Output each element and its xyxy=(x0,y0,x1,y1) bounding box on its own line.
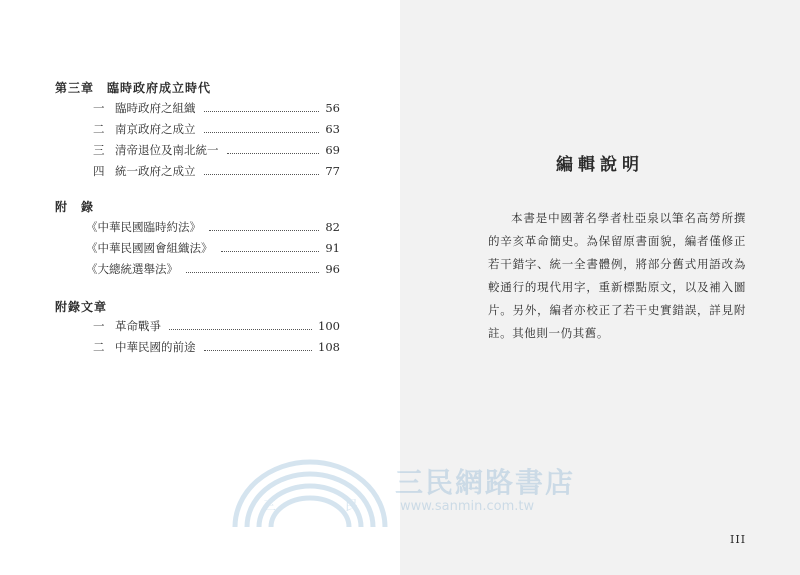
toc-entry[interactable] xyxy=(93,142,340,158)
toc-entry-label: 《大總統選舉法》 xyxy=(86,262,178,276)
toc-entry-label: 清帝退位及南北統一 xyxy=(115,143,219,157)
watermark-char: 民 xyxy=(345,499,359,514)
toc-leader-dots xyxy=(204,110,320,112)
watermark-brand: 三民網路書店 xyxy=(395,466,576,499)
toc-entry[interactable] xyxy=(93,163,340,179)
toc-entry-page: 91 xyxy=(325,241,340,255)
toc-leader-dots xyxy=(204,349,313,351)
toc-entry-number: 一 xyxy=(93,101,105,115)
toc-entry-number: 二 xyxy=(93,122,105,136)
toc-entry-label: 南京政府之成立 xyxy=(115,122,196,136)
toc-entry-label: 統一政府之成立 xyxy=(115,164,196,178)
watermark-url: www.sanmin.com.tw xyxy=(400,499,535,514)
watermark-char: 三 xyxy=(263,499,277,514)
toc-entry[interactable] xyxy=(86,261,340,277)
toc-section-heading: 附 錄 xyxy=(55,200,95,214)
toc-section-heading: 附錄文章 xyxy=(55,300,108,314)
toc-entry[interactable] xyxy=(86,240,340,256)
toc-entry-page: 56 xyxy=(325,101,340,115)
toc-section-heading: 第三章 臨時政府成立時代 xyxy=(55,81,212,95)
toc-leader-dots xyxy=(186,271,319,273)
toc-leader-dots xyxy=(227,152,320,154)
toc-entry-page: 69 xyxy=(325,143,340,157)
toc-entry-label: 《中華民國國會組織法》 xyxy=(86,241,213,255)
toc-entry[interactable] xyxy=(86,219,340,235)
toc-entry-page: 108 xyxy=(318,340,340,354)
toc-entry-page: 63 xyxy=(325,122,340,136)
toc-entry-number: 四 xyxy=(93,164,105,178)
toc-entry[interactable] xyxy=(93,318,340,334)
toc-entry-label: 中華民國的前途 xyxy=(115,340,196,354)
arc-logo-icon xyxy=(225,455,395,530)
page-number: III xyxy=(730,533,747,546)
toc-entry[interactable] xyxy=(93,100,340,116)
toc-entry[interactable] xyxy=(93,339,340,355)
toc-entry-page: 96 xyxy=(325,262,340,276)
toc-entry-number: 一 xyxy=(93,319,105,333)
editorial-note-title: 編輯說明 xyxy=(556,155,644,175)
toc-leader-dots xyxy=(169,328,312,330)
toc-entry-label: 革命戰爭 xyxy=(115,319,161,333)
editorial-note-body: 本書是中國著名學者杜亞泉以筆名高勞所撰的辛亥革命簡史。為保留原書面貌，編者僅修正若干錯字、統一全書體例，將部分舊式用語改為較通行的現代用字，重新標點原文，以及補入圖片。另外，編者亦校正了若干史實錯誤，詳見附註。其他則一仍其舊。 xyxy=(488,211,746,340)
toc-entry-label: 《中華民國臨時約法》 xyxy=(86,220,201,234)
toc-entry-page: 100 xyxy=(318,319,340,333)
toc-leader-dots xyxy=(221,250,320,252)
toc-entry-page: 77 xyxy=(325,164,340,178)
toc-entry-label: 臨時政府之組織 xyxy=(115,101,196,115)
toc-entry-number: 二 xyxy=(93,340,105,354)
sanmin-watermark xyxy=(225,455,575,530)
toc-entry-number: 三 xyxy=(93,143,105,157)
toc-leader-dots xyxy=(204,173,320,175)
toc-entry-page: 82 xyxy=(325,220,340,234)
toc-leader-dots xyxy=(209,229,319,231)
toc-entry[interactable] xyxy=(93,121,340,137)
toc-leader-dots xyxy=(204,131,320,133)
